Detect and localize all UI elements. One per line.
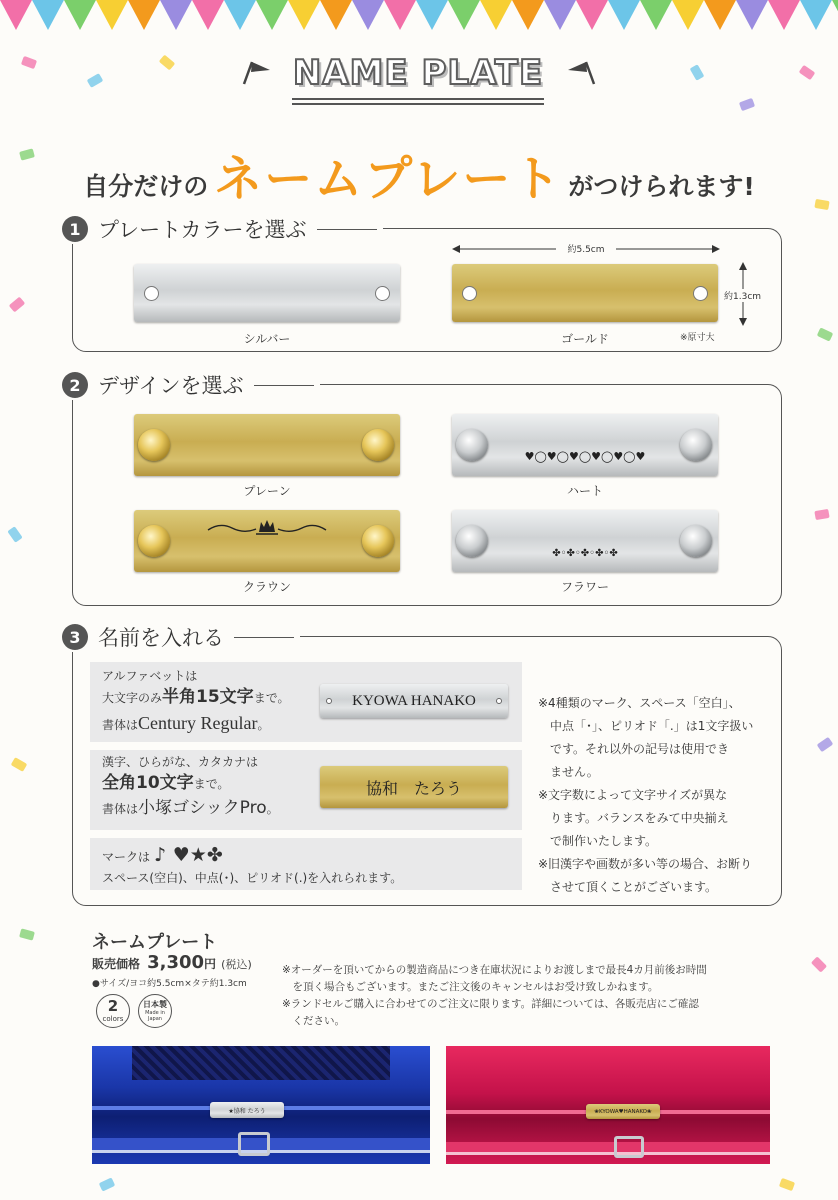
kanji-rule-panel xyxy=(90,750,522,830)
price-line: 販売価格 3,300円 (税込) xyxy=(92,952,252,973)
sample-text-kanji: 協和 たろう xyxy=(365,778,462,798)
headline-pre: 自分だけの xyxy=(83,172,209,201)
product-name: ネームプレート xyxy=(92,932,218,953)
photo-red-randoseru xyxy=(446,1046,770,1164)
photo-blue-plate: ★協和 たろう xyxy=(210,1102,284,1118)
size-spec: ●サイズ/ヨコ約5.5cm×タテ約1.3cm xyxy=(92,979,247,989)
bunting-flag xyxy=(320,0,352,30)
bunting-flag xyxy=(544,0,576,30)
header-underline-2 xyxy=(292,103,544,105)
bunting-flag xyxy=(480,0,512,30)
section1-title: プレートカラーを選ぶ xyxy=(98,218,307,242)
color-label-silver: シルバー xyxy=(243,332,291,346)
headline-post: がつけられます! xyxy=(568,172,755,201)
bunting-flag xyxy=(256,0,288,30)
sample-plate-kanji xyxy=(320,766,508,808)
design-label-flower: フラワー xyxy=(560,580,609,594)
bunting-flag xyxy=(288,0,320,30)
bunting-flag xyxy=(640,0,672,30)
heart-motif: ♥◯♥◯♥◯♥◯♥◯♥ xyxy=(524,450,646,463)
actual-size-note: ※原寸大 xyxy=(680,333,715,343)
headline-main: ネームプレート xyxy=(214,151,563,207)
width-label: 約5.5cm xyxy=(567,245,605,255)
bunting-flag xyxy=(416,0,448,30)
alphabet-rule-panel xyxy=(90,662,522,742)
bunting-flag xyxy=(0,0,32,30)
bunting-flag xyxy=(448,0,480,30)
marks-rule-panel xyxy=(90,838,522,890)
bunting-flag xyxy=(224,0,256,30)
kanji-font-name: 小塚ゴシックPro xyxy=(138,798,267,819)
marks-symbols: ♪ ♥★✤ xyxy=(154,844,223,866)
bunting-flag xyxy=(800,0,832,30)
design-plate-crown xyxy=(134,510,400,572)
section3-title: 名前を入れる xyxy=(98,626,224,650)
flag-right-icon xyxy=(560,58,600,90)
kanji-line1: 漢字、ひらがな、カタカナは xyxy=(102,755,259,769)
height-label: 約1.3cm xyxy=(724,289,761,302)
alpha-font-name: Century Regular xyxy=(138,713,258,734)
section2-title: デザインを選ぶ xyxy=(98,374,244,398)
bunting-flag xyxy=(832,0,838,30)
photo-blue-randoseru xyxy=(92,1046,430,1164)
bunting-flag xyxy=(64,0,96,30)
plate-gold xyxy=(452,264,718,322)
alpha-line1: アルファベットは xyxy=(102,669,198,683)
sample-text-alphabet: KYOWA HANAKO xyxy=(352,692,476,709)
plate-silver xyxy=(134,264,400,322)
bunting-flag xyxy=(704,0,736,30)
color-label-gold: ゴールド xyxy=(561,332,609,346)
design-label-plain: プレーン xyxy=(243,484,291,498)
flower-motif: ✤◦✤◦✤◦✤◦✤ xyxy=(552,548,618,559)
header-underline xyxy=(292,98,544,100)
section3-header xyxy=(62,622,300,652)
made-in-japan-badge: 日本製 Made in Japan xyxy=(138,994,172,1028)
bunting-flag xyxy=(672,0,704,30)
bunting-flag xyxy=(736,0,768,30)
section3-number: 3 xyxy=(62,624,88,650)
section2-number: 2 xyxy=(62,372,88,398)
alpha-line2: 大文字のみ半角15文字まで。 xyxy=(102,687,290,708)
bunting-flag xyxy=(608,0,640,30)
alpha-limit: 半角15文字 xyxy=(162,687,254,708)
bunting-flag xyxy=(768,0,800,30)
bunting-flag xyxy=(160,0,192,30)
alpha-line3: 書体はCentury Regular。 xyxy=(102,713,270,734)
colors-badge: 2 colors xyxy=(96,994,130,1028)
kanji-line2: 全角10文字まで。 xyxy=(102,773,230,794)
bunting-flag xyxy=(128,0,160,30)
design-label-crown: クラウン xyxy=(242,580,291,594)
bunting-flag xyxy=(576,0,608,30)
sample-plate-alphabet xyxy=(320,684,508,718)
bunting-flag xyxy=(32,0,64,30)
design-label-heart: ハート xyxy=(566,484,603,498)
bunting-flag xyxy=(192,0,224,30)
product-notes: ※オーダーを頂いてからの製造商品につき在庫状況によりお渡しまで最長4カ月前後お時間 を頂く場合もございます。またご注文後のキャンセルはお受け致しかねます。 ※ランドセルご購入に合わせてのご注文に限ります。詳細については、各販売店にご確認 ください。 xyxy=(282,964,707,1027)
kanji-limit: 全角10文字 xyxy=(102,773,194,794)
bunting-flag xyxy=(384,0,416,30)
headline xyxy=(0,140,838,210)
bunting-decoration xyxy=(0,0,838,44)
section3-notes: ※4種類のマーク、スペース「空白」、 中点「･」、ピリオド「.」は1文字扱い です。それ以外の記号は使用でき ません。 ※文字数によって文字サイズが異な ります。バランスをみて中央揃え で制作いたします。 ※旧漢字や画数が多い等の場合、お断り させて頂くことがございます。 xyxy=(538,696,754,894)
marks-line2: スペース(空白)、中点(･)、ピリオド(.)を入れられます。 xyxy=(102,870,403,885)
bunting-flag xyxy=(352,0,384,30)
price-value: 3,300 xyxy=(147,952,205,973)
crown-icon xyxy=(206,518,328,538)
marks-line1: マークは ♪ ♥★✤ xyxy=(102,844,223,866)
bunting-flag xyxy=(512,0,544,30)
section1-header xyxy=(62,214,383,244)
design-plate-plain xyxy=(134,414,400,476)
section2-header xyxy=(62,370,320,400)
page-header-title: NAME PLATE xyxy=(292,53,544,93)
kanji-line3: 書体は小塚ゴシックPro。 xyxy=(102,798,279,819)
photo-red-plate: ❀KYOWA♥HANAKO❀ xyxy=(586,1104,660,1119)
bunting-flag xyxy=(96,0,128,30)
design-plate-heart xyxy=(452,414,718,476)
design-plate-flower xyxy=(452,510,718,572)
section1-number: 1 xyxy=(62,216,88,242)
flag-left-icon xyxy=(238,58,278,90)
